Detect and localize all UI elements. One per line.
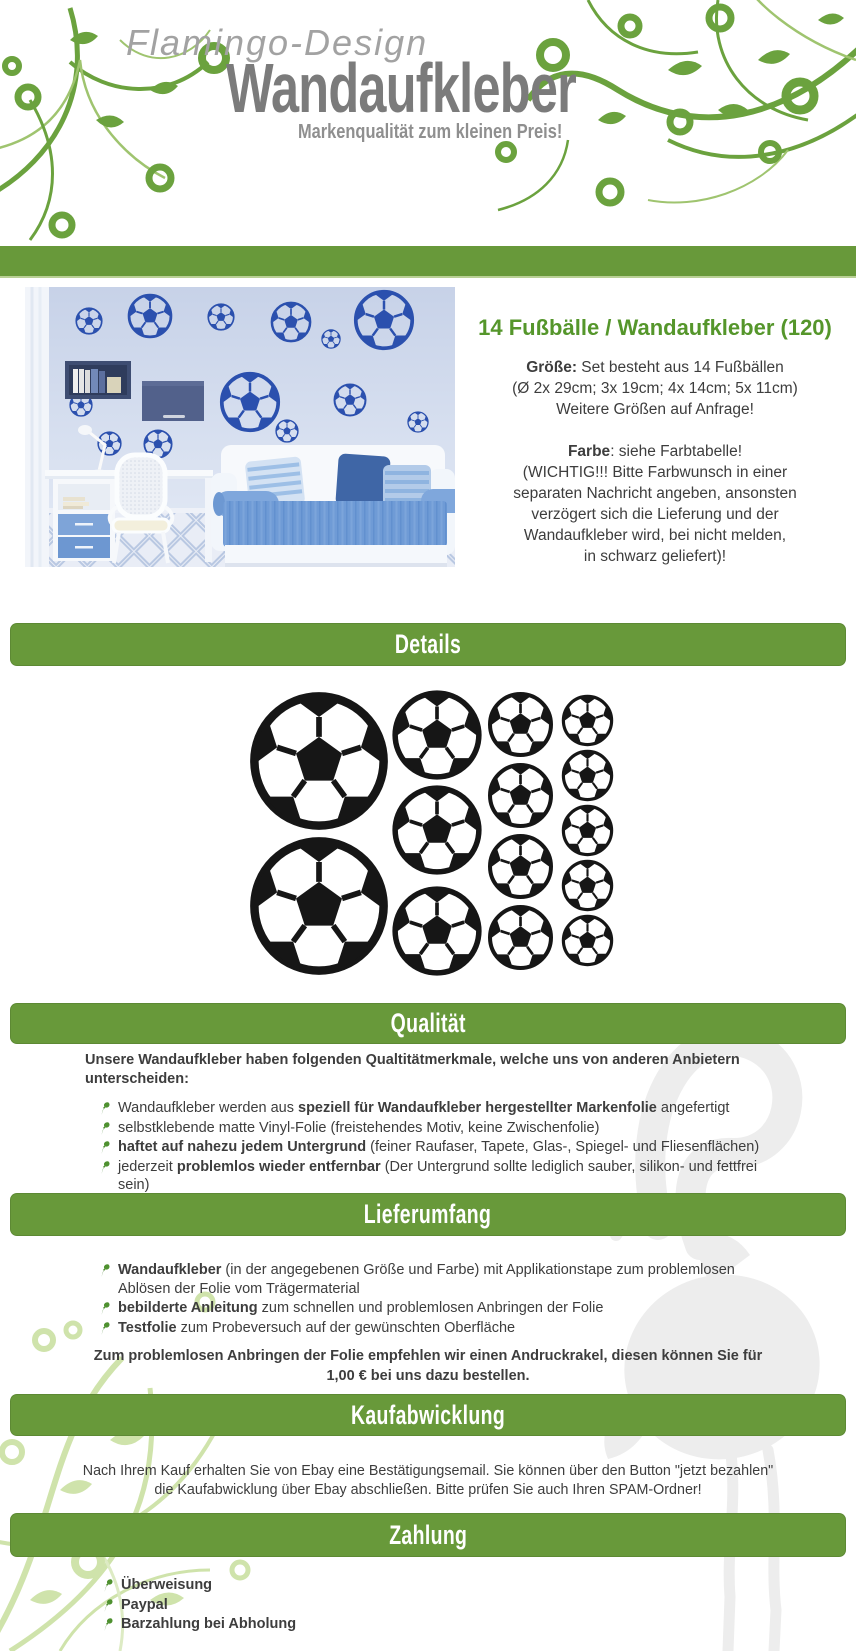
- product-info: [460, 315, 850, 567]
- page-title: Wandaufkleber: [226, 49, 577, 127]
- photo-daybed: [211, 445, 455, 567]
- product-color-note: in schwarz geliefert)!: [583, 548, 727, 565]
- squeegee-note: [60, 1346, 796, 1386]
- pushpin-icon: [103, 1617, 114, 1632]
- soccer-ball-large: [234, 676, 404, 980]
- delivery-bullet-item: Wandaufkleber (in der angegebenen Größe und Farbe) mit Applikationstape zum problemlosen Ablösen der Folie vom Trägermaterial: [100, 1261, 790, 1298]
- payment-method-item: Überweisung: [103, 1576, 503, 1595]
- quality-banner-label: Qualität: [390, 1008, 466, 1038]
- product-size-line: (Ø 2x 29cm; 3x 19cm; 4x 14cm; 5x 11cm): [512, 380, 798, 397]
- soccer-ball-mini: [556, 689, 619, 969]
- pushpin-icon: [100, 1301, 111, 1316]
- quality-intro-line: Unsere Wandaufkleber haben folgenden Qualtitätmerkmale, welche uns von anderen Anbietern: [85, 1052, 740, 1068]
- pushpin-icon: [100, 1263, 111, 1278]
- quality-bullet-item: haftet auf nahezu jedem Untergrund (feiner Raufaser, Tapete, Glas-, Spiegel- und Fliesenflächen): [100, 1138, 790, 1157]
- checkout-text-line: Nach Ihrem Kauf erhalten Sie von Ebay eine Bestätigungsemail. Sie können über den Button "jetzt bezahlen": [82, 1463, 774, 1479]
- header-divider-bar: [0, 246, 856, 278]
- delivery-section-banner: [10, 1193, 846, 1236]
- product-size-line: Weitere Größen auf Anfrage!: [556, 401, 754, 418]
- payment-section-banner: [10, 1513, 846, 1557]
- delivery-bullet-item: bebilderte Anleitung zum schnellen und problemlosen Anbringen der Folie: [100, 1299, 790, 1318]
- delivery-banner-label: Lieferumfang: [364, 1199, 492, 1229]
- quality-intro-line: unterscheiden:: [85, 1071, 189, 1087]
- product-photo: [25, 287, 455, 567]
- pushpin-icon: [100, 1140, 111, 1155]
- checkout-banner-label: Kaufabwicklung: [350, 1399, 506, 1430]
- squeegee-note-line: 1,00 € bei uns dazu bestellen.: [326, 1368, 530, 1384]
- quality-bullet-item: jederzeit problemlos wieder entfernbar (Der Untergrund sollte lediglich sauber, silikon- und fettfrei sein): [100, 1158, 790, 1195]
- squeegee-note-line: Zum problemlosen Anbringen der Folie empfehlen wir einen Andruckrakel, diesen können Sie für: [93, 1348, 763, 1364]
- product-size-line: Größe: Set besteht aus 14 Fußbällen: [526, 359, 784, 376]
- product-color-note: (WICHTIG!!! Bitte Farbwunsch in einer: [522, 464, 788, 481]
- delivery-bullet-list: [100, 1261, 790, 1338]
- product-color-note: verzögert sich die Lieferung und der: [531, 506, 779, 523]
- details-banner-label: Details: [394, 629, 462, 659]
- pushpin-icon: [103, 1578, 114, 1593]
- soccer-ball-medium: [382, 680, 492, 980]
- photo-curtain: [25, 287, 49, 567]
- delivery-bullet-item: Testfolie zum Probeversuch auf der gewünschten Oberfläche: [100, 1319, 790, 1338]
- photo-shelf: [65, 361, 131, 399]
- payment-method-item: Paypal: [103, 1596, 503, 1615]
- quality-bullet-item: Wandaufkleber werden aus speziell für Wandaufkleber hergestellter Markenfolie angefertigt: [100, 1099, 790, 1118]
- brand-logo-text: Flamingo-Design: [126, 22, 429, 63]
- soccer-ball-small: [480, 684, 560, 973]
- payment-method-item: Barzahlung bei Abholung: [103, 1615, 503, 1634]
- checkout-section-banner: [10, 1394, 846, 1436]
- checkout-text: [60, 1462, 796, 1500]
- photo-cabinet: [142, 381, 204, 421]
- product-title: 14 Fußbälle / Wandaufkleber (120): [478, 315, 832, 340]
- product-color-line: Farbe: siehe Farbtabelle!: [567, 443, 743, 460]
- quality-section-banner: [10, 1003, 846, 1044]
- product-color-note: separaten Nachricht angeben, ansonsten: [513, 485, 797, 502]
- quality-bullet-list: [100, 1099, 790, 1196]
- pushpin-icon: [100, 1321, 111, 1336]
- pushpin-icon: [100, 1160, 111, 1175]
- quality-intro: [85, 1051, 785, 1089]
- pushpin-icon: [100, 1101, 111, 1116]
- pushpin-icon: [100, 1121, 111, 1136]
- header-tagline: Markenqualität zum kleinen Preis!: [298, 121, 563, 143]
- quality-bullet-item: selbstklebende matte Vinyl-Folie (freistehendes Motiv, keine Zwischenfolie): [100, 1119, 790, 1138]
- sticker-sheet-image: [230, 653, 630, 980]
- payment-method-list: [103, 1576, 503, 1635]
- pushpin-icon: [103, 1598, 114, 1613]
- product-color-note: Wandaufkleber wird, bei nicht melden,: [523, 527, 787, 544]
- payment-banner-label: Zahlung: [388, 1519, 468, 1550]
- checkout-text-line: die Kaufabwicklung über Ebay abschließen. Bitte prüfen Sie auch Ihren SPAM-Ordner!: [154, 1482, 702, 1498]
